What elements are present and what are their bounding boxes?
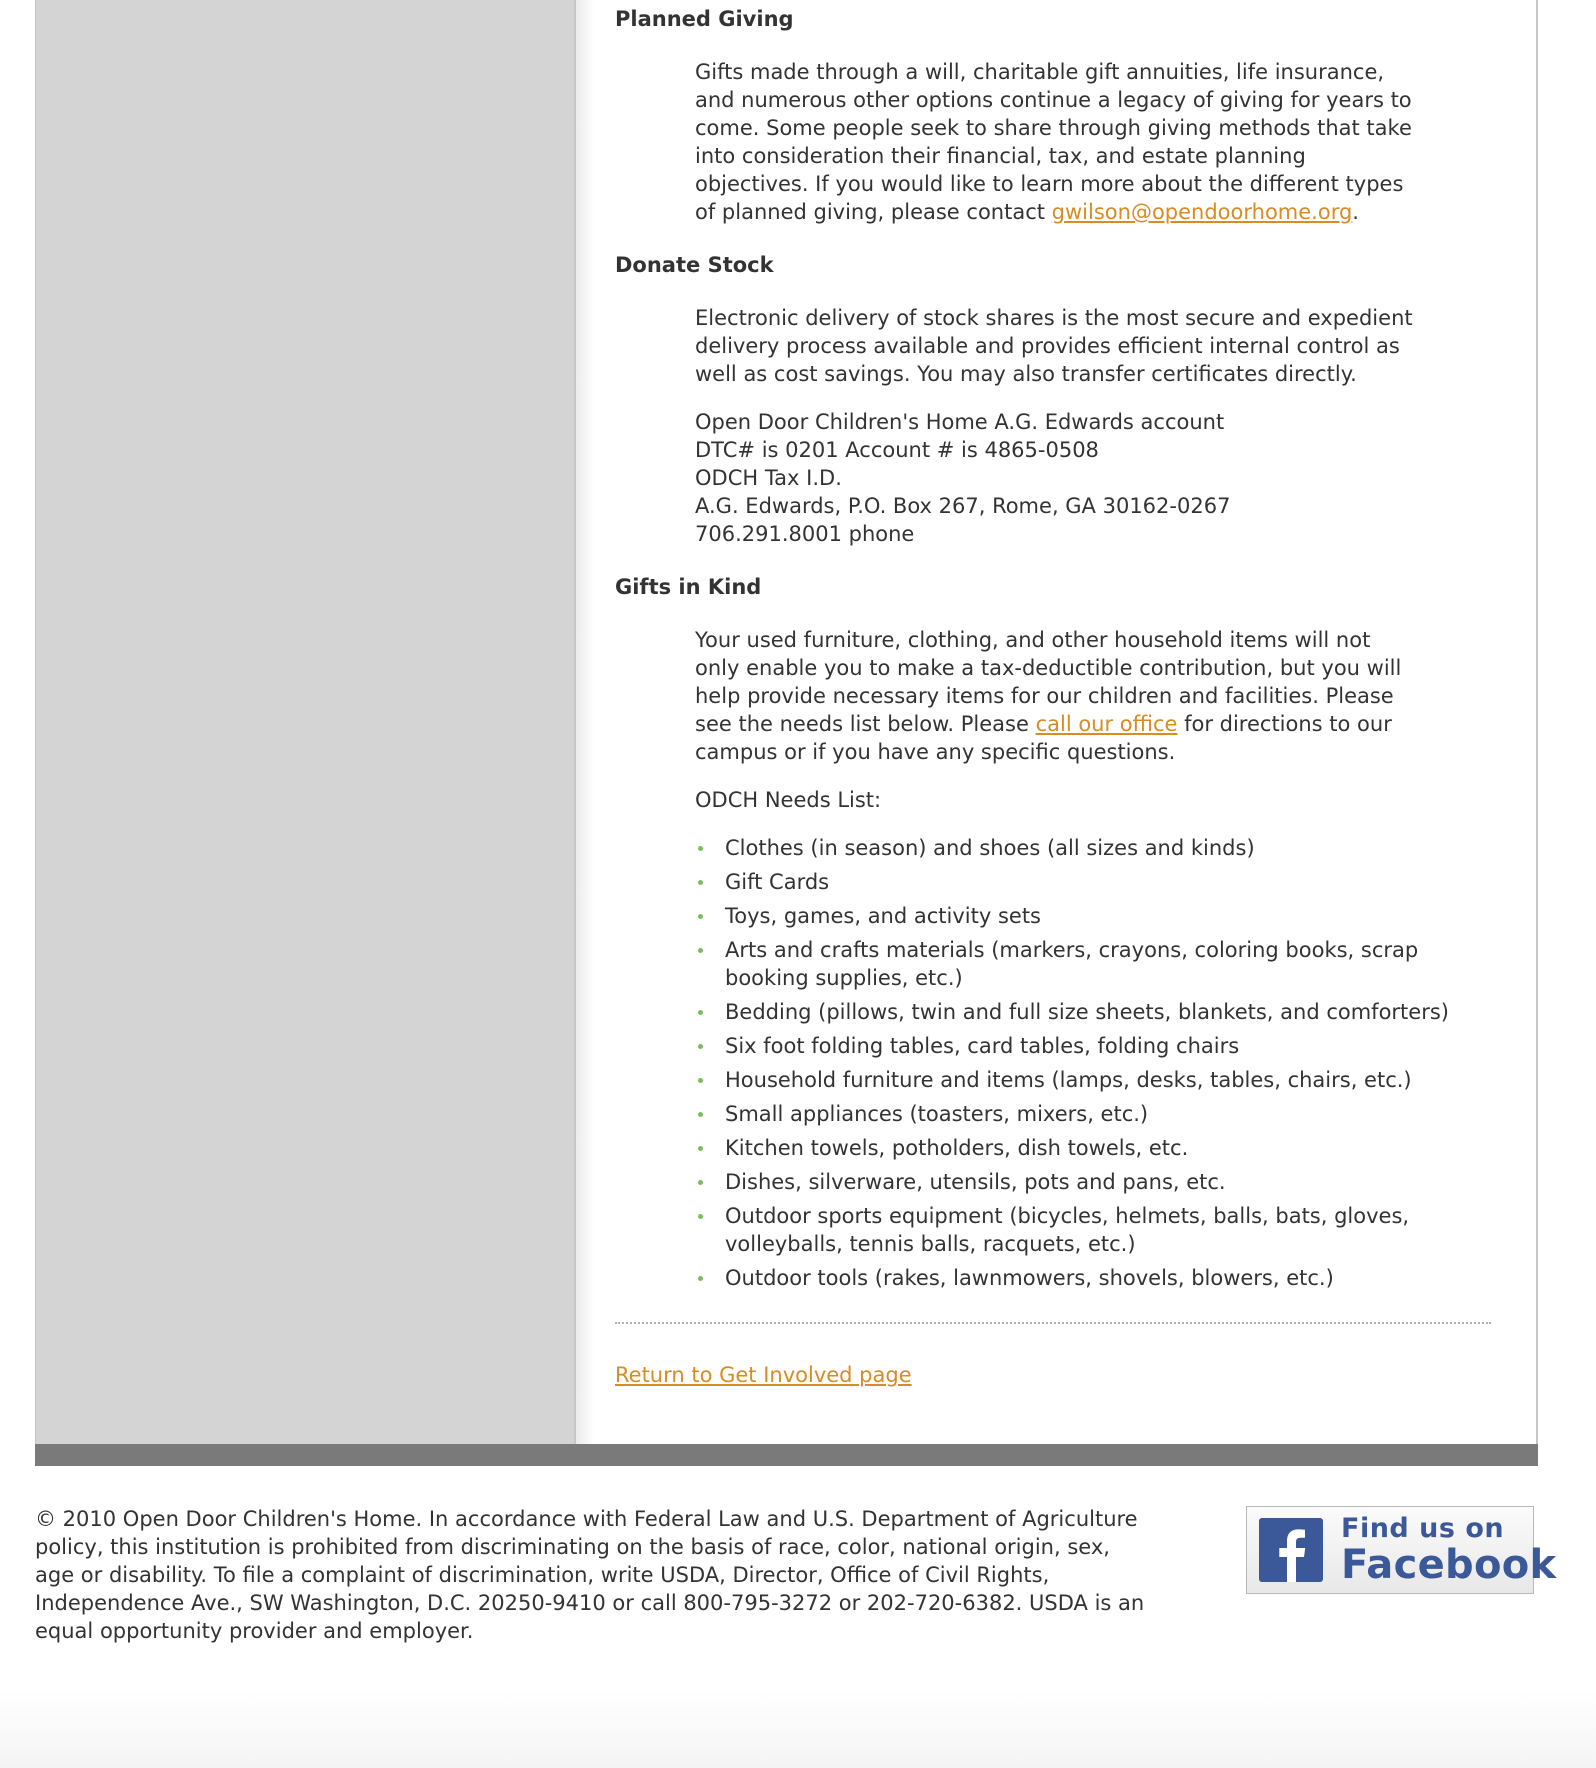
list-item-text: Outdoor tools (rakes, lawnmowers, shovels, blowers, etc.) <box>725 1266 1334 1290</box>
bullet-dot-icon <box>698 948 703 953</box>
bullet-dot-icon <box>698 1146 703 1151</box>
list-item-text: Outdoor sports equipment (bicycles, helmets, balls, bats, gloves, volleyballs, tennis balls, racquets, etc.) <box>725 1204 1410 1256</box>
list-item <box>695 868 1485 896</box>
stock-account-details <box>695 408 1415 548</box>
gifts-in-kind-title: Gifts in Kind <box>615 575 762 599</box>
list-item <box>695 1066 1485 1094</box>
bullet-dot-icon <box>698 846 703 851</box>
planned-giving-section <box>615 0 1501 226</box>
account-line: A.G. Edwards, P.O. Box 267, Rome, GA 30162-0267 <box>695 494 1231 518</box>
list-item <box>695 998 1485 1026</box>
planned-giving-title: Planned Giving <box>615 7 794 31</box>
left-sidebar <box>35 0 576 1444</box>
list-item-text: Toys, games, and activity sets <box>725 904 1041 928</box>
planned-giving-paragraph <box>695 58 1415 226</box>
needs-list <box>695 834 1485 1292</box>
donate-stock-section <box>615 251 1501 548</box>
list-item <box>695 1100 1485 1128</box>
planned-giving-body <box>695 58 1415 226</box>
planned-giving-period: . <box>1352 200 1359 224</box>
facebook-badge-text <box>1341 1513 1557 1588</box>
account-line: Open Door Children's Home A.G. Edwards account <box>695 410 1225 434</box>
list-item-text: Gift Cards <box>725 870 830 894</box>
call-office-link[interactable]: call our office <box>1035 712 1178 736</box>
list-item-text: Bedding (pillows, twin and full size sheets, blankets, and comforters) <box>725 1000 1449 1024</box>
footer-legal-text: © 2010 Open Door Children's Home. In accordance with Federal Law and U.S. Department of Agriculture policy, this institution is prohibited from discriminating on the basis of race, color, national origin, sex, age or disability. To file a complaint of discrimination, write USDA, Director, Office of Civil Rights, Independence Ave., SW Washington, D.C. 20250-9410 or call 800-795-3272 or 202-720-6382. USDA is an equal opportunity provider and employer. <box>35 1507 1145 1643</box>
list-item-text: Small appliances (toasters, mixers, etc.) <box>725 1102 1149 1126</box>
bullet-dot-icon <box>698 1010 703 1015</box>
footer-bar <box>35 1444 1538 1466</box>
return-to-get-involved-link[interactable]: Return to Get Involved page <box>615 1363 912 1387</box>
gifts-in-kind-body <box>695 626 1449 1292</box>
facebook-find-text: Find us on <box>1341 1513 1505 1544</box>
gifts-in-kind-text: Your used furniture, clothing, and other household items will not only enable you to make a tax-deductible contribution, but you will help provide necessary items for our children and facilities. Please see the needs list below. Please <box>695 628 1402 736</box>
facebook-brand-text: Facebook <box>1341 1542 1557 1588</box>
bullet-dot-icon <box>698 1078 703 1083</box>
needs-list-title: ODCH Needs List: <box>695 788 882 812</box>
facebook-f-icon <box>1259 1518 1323 1582</box>
list-item <box>695 936 1485 992</box>
return-link-wrap <box>615 1361 1501 1389</box>
list-item-text: Household furniture and items (lamps, desks, tables, chairs, etc.) <box>725 1068 1412 1092</box>
bullet-dot-icon <box>698 1276 703 1281</box>
gifts-in-kind-section <box>615 573 1501 1292</box>
section-divider <box>615 1322 1491 1324</box>
list-item-text: Kitchen towels, potholders, dish towels, etc. <box>725 1136 1189 1160</box>
facebook-badge-button[interactable] <box>1246 1506 1557 1594</box>
main-content <box>576 0 1538 1444</box>
list-item <box>695 1134 1485 1162</box>
content-wrap <box>35 0 1538 1444</box>
planned-giving-text: Gifts made through a will, charitable gift annuities, life insurance, and numerous other options continue a legacy of giving for years to come. Some people seek to share through giving methods that take into consideration their financial, tax, and estate planning objectives. If you would like to learn more about the different types of planned giving, please contact <box>695 60 1412 224</box>
list-item <box>695 834 1485 862</box>
account-line: ODCH Tax I.D. <box>695 466 842 490</box>
gifts-in-kind-paragraph <box>695 626 1415 766</box>
donate-stock-title: Donate Stock <box>615 253 774 277</box>
bullet-dot-icon <box>698 1112 703 1117</box>
list-item <box>695 1168 1485 1196</box>
list-item <box>695 1032 1485 1060</box>
account-line: 706.291.8001 phone <box>695 522 915 546</box>
list-item <box>695 1202 1485 1258</box>
list-item <box>695 902 1485 930</box>
bullet-dot-icon <box>698 914 703 919</box>
list-item-text: Dishes, silverware, utensils, pots and pans, etc. <box>725 1170 1226 1194</box>
gifts-in-kind-text-end: for directions to our campus or if you have any specific questions. <box>695 712 1392 764</box>
bullet-dot-icon <box>698 1180 703 1185</box>
donate-stock-paragraph: Electronic delivery of stock shares is the most secure and expedient delivery process available and provides efficient internal control as well as cost savings. You may also transfer certificates directly. <box>695 306 1413 386</box>
bullet-dot-icon <box>698 1044 703 1049</box>
account-line: DTC# is 0201 Account # is 4865-0508 <box>695 438 1099 462</box>
bullet-dot-icon <box>698 880 703 885</box>
bullet-dot-icon <box>698 1214 703 1219</box>
facebook-logo-icon <box>1259 1518 1323 1582</box>
main-inner <box>615 0 1501 1389</box>
list-item-text: Arts and crafts materials (markers, crayons, coloring books, scrap booking supplies, etc.) <box>725 938 1419 990</box>
donate-stock-body <box>695 304 1415 548</box>
list-item <box>695 1264 1485 1292</box>
list-item-text: Clothes (in season) and shoes (all sizes and kinds) <box>725 836 1255 860</box>
email-link[interactable]: gwilson@opendoorhome.org <box>1051 200 1353 224</box>
list-item-text: Six foot folding tables, card tables, folding chairs <box>725 1034 1240 1058</box>
